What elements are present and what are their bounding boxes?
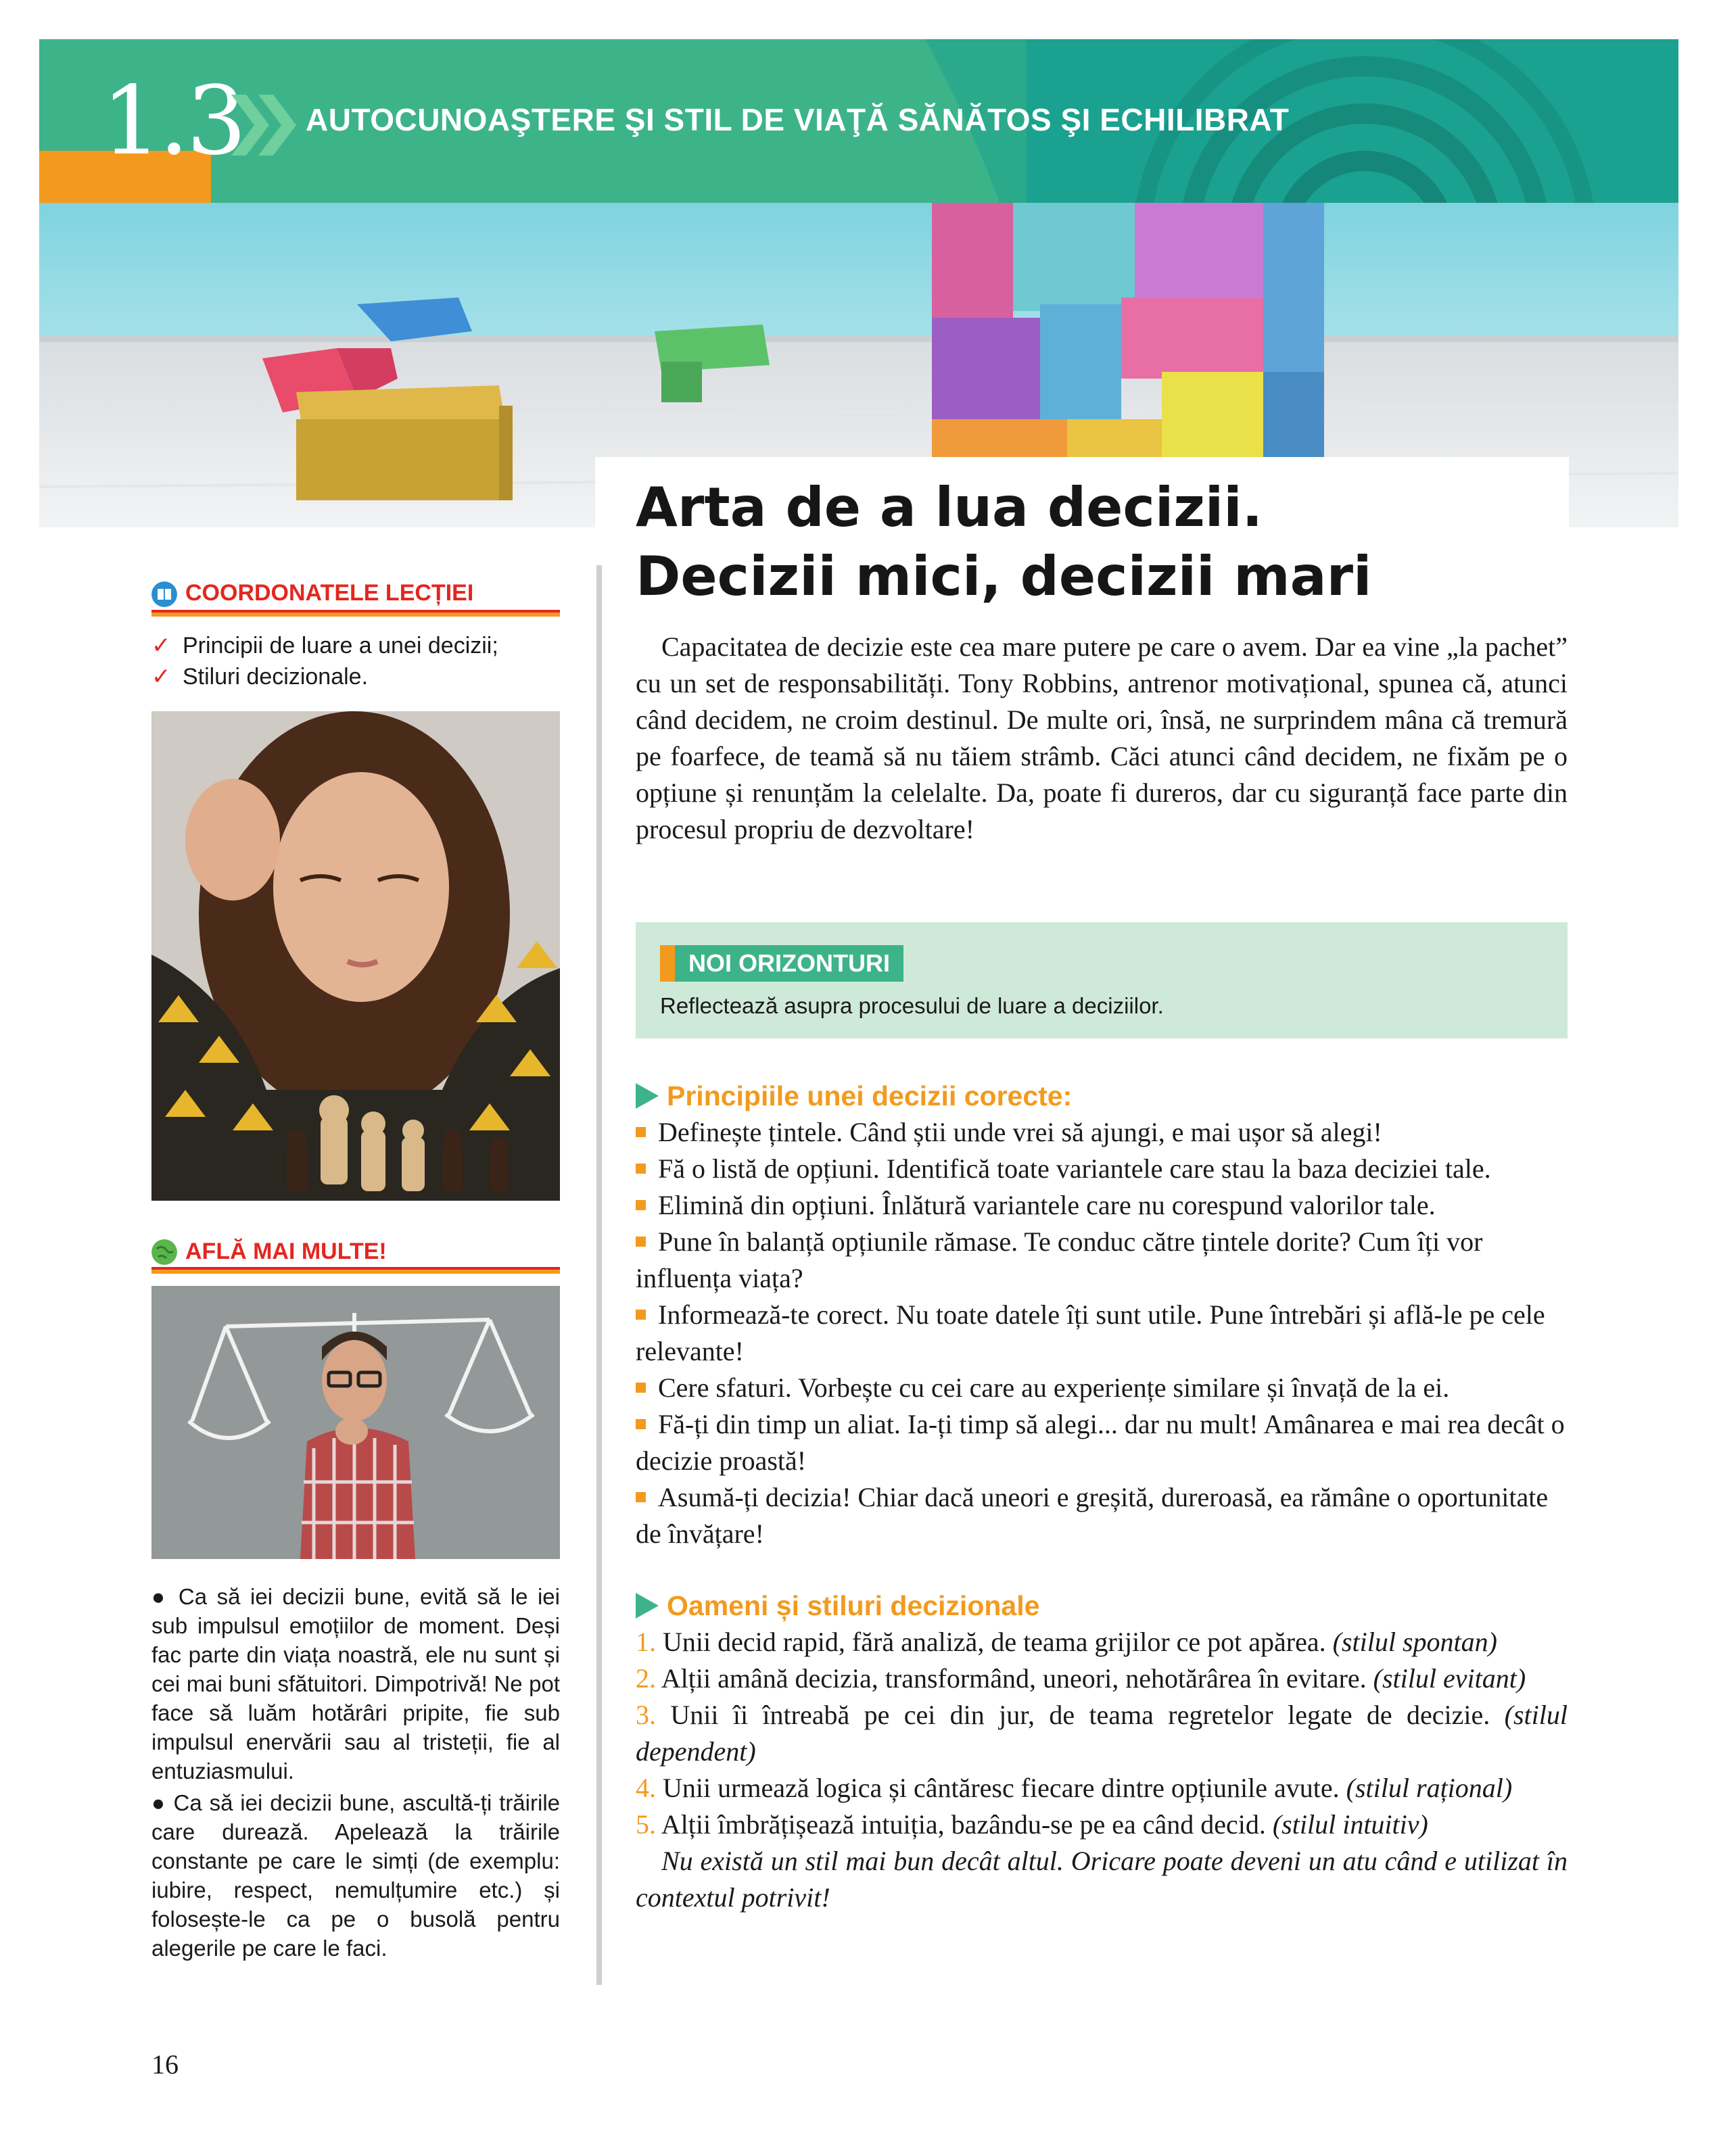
- principle-item: Pune în balanță opțiunile rămase. Te conduc către țintele dorite? Cum îți vor influența viața?: [636, 1226, 1483, 1293]
- coord-heading: COORDONATELE LECȚIEI: [185, 580, 474, 606]
- square-bullet-icon: [636, 1127, 646, 1137]
- lesson-title-line-2: Decizii mici, decizii mari: [636, 545, 1372, 608]
- triangle-bullet-icon: [636, 1593, 659, 1619]
- square-bullet-icon: [636, 1200, 646, 1210]
- tips-text: [151, 1582, 560, 1965]
- principle-item: Informează-te corect. Nu toate datele îți sunt utile. Pune întrebări și află-le pe cele relevante!: [636, 1299, 1545, 1366]
- lesson-title-line-1: Arta de a lua decizii.: [636, 476, 1263, 539]
- tip-paragraph: ● Ca să iei decizii bune, ascultă-ți trăirile care durează. Apelează la trăirile constante pe care le simți (de exemplu: iubire, respect, nemulțumire etc.) și folosește-le ca pe o busolă pentru alegerile pe care le faci.: [151, 1790, 560, 1961]
- double-chevron-icon: [231, 95, 299, 155]
- triangle-bullet-icon: [636, 1083, 659, 1109]
- coord-list: [151, 630, 498, 692]
- square-bullet-icon: [636, 1237, 646, 1247]
- principle-item: Cere sfaturi. Vorbește cu cei care au experiențe similare și învață de la ei.: [636, 1370, 1568, 1406]
- tip-paragraph: ● Ca să iei decizii bune, evită să le iei sub impulsul emoțiilor de moment. Deși fac parte din viața noastră, ele nu sunt și cei mai buni sfătuitori. Dimpotrivă! Ne pot face să luăm hotărâri pripite, fie sub impulsul enervării sau al tristeții, fie al entuziasmului.: [151, 1584, 560, 1783]
- chapter-number: 1.3: [101, 66, 244, 176]
- principle-item: Fă-ți din timp un aliat. Ia-ți timp să alegi... dar nu mult! Amânarea e mai rea decât o decizie proastă!: [636, 1409, 1565, 1476]
- noi-orizonturi-label: NOI ORIZONTURI: [660, 945, 903, 982]
- style-item: 3. Unii îi întreabă pe cei din jur, de teama regretelor legate de decizie. (stilul dependent): [636, 1700, 1568, 1767]
- square-bullet-icon: [636, 1164, 646, 1174]
- check-icon: ✓: [151, 632, 171, 659]
- noi-orizonturi-text: Reflectează asupra procesului de luare a deciziilor.: [660, 993, 1164, 1018]
- column-divider: [596, 565, 602, 1985]
- square-bullet-icon: [636, 1492, 646, 1502]
- lesson-title: [636, 473, 1371, 611]
- style-item: 5. Alții îmbrățișează intuiția, bazându-se pe ea când decid. (stilul intuitiv): [636, 1809, 1428, 1840]
- style-item: 1. Unii decid rapid, fără analiză, de teama grijilor ce pot apărea. (stilul spontan): [636, 1627, 1497, 1657]
- square-bullet-icon: [636, 1310, 646, 1320]
- coord-item: ✓ Stiluri decizionale.: [151, 661, 498, 692]
- square-bullet-icon: [636, 1383, 646, 1393]
- style-item: 4. Unii urmează logica și cântăresc fiecare dintre opțiunile avute. (stilul rațional): [636, 1773, 1513, 1803]
- more-heading-rule: [151, 1267, 560, 1274]
- principles-list: [636, 1114, 1568, 1552]
- globe-icon: [151, 1239, 177, 1265]
- girl-chess-photo: [151, 711, 560, 1201]
- styles-list: [636, 1624, 1568, 1916]
- intro-paragraph: Capacitatea de decizie este cea mare putere pe care o avem. Dar ea vine „la pachet” cu un set de responsabilități. Tony Robbins, antrenor motivațional, spunea că, atunci când decidem, ne croim destinul. De multe ori, însă, ne surprindem mâna că tremură pe foarfece, de teamă să nu tăiem strâmb. Căci atunci când decidem, ne fixăm pe o opțiune și renunțăm la celelalte. Da, poate fi dureros, dar cu siguranță face parte din procesul propriu de dezvoltare!: [636, 631, 1568, 844]
- principle-item: Elimină din opțiuni. Înlătură variantele care nu corespund valorilor tale.: [636, 1187, 1568, 1224]
- coord-item: ✓ Principii de luare a unei decizii;: [151, 630, 498, 661]
- man-scales-photo: [151, 1286, 560, 1559]
- chapter-title: AUTOCUNOAŞTERE ŞI STIL DE VIAŢĂ SĂNĂTOS ŞI ECHILIBRAT: [306, 102, 1290, 137]
- principle-item: Fă o listă de opțiuni. Identifică toate variantele care stau la baza deciziei tale.: [636, 1151, 1568, 1187]
- closing-note: Nu există un stil mai bun decât altul. Oricare poate deveni un atu când e utilizat în contextul potrivit!: [636, 1846, 1568, 1913]
- style-item: 2. Alții amână decizia, transformând, uneori, nehotărârea în evitare. (stilul evitant): [636, 1663, 1526, 1694]
- styles-heading: Oameni și stiluri decizionale: [636, 1587, 1039, 1624]
- coord-heading-rule: [151, 610, 560, 617]
- principles-heading: Principiile unei decizii corecte:: [636, 1078, 1072, 1114]
- check-icon: ✓: [151, 663, 171, 690]
- principle-item: Definește țintele. Când știi unde vrei să ajungi, e mai ușor să alegi!: [636, 1114, 1568, 1151]
- more-heading: AFLĂ MAI MULTE!: [185, 1239, 387, 1264]
- page-number: 16: [151, 2049, 179, 2080]
- book-icon: [151, 581, 177, 607]
- square-bullet-icon: [636, 1419, 646, 1429]
- principle-item: Asumă-ți decizia! Chiar dacă uneori e greșită, dureroasă, ea rămâne o oportunitate de învățare!: [636, 1482, 1549, 1549]
